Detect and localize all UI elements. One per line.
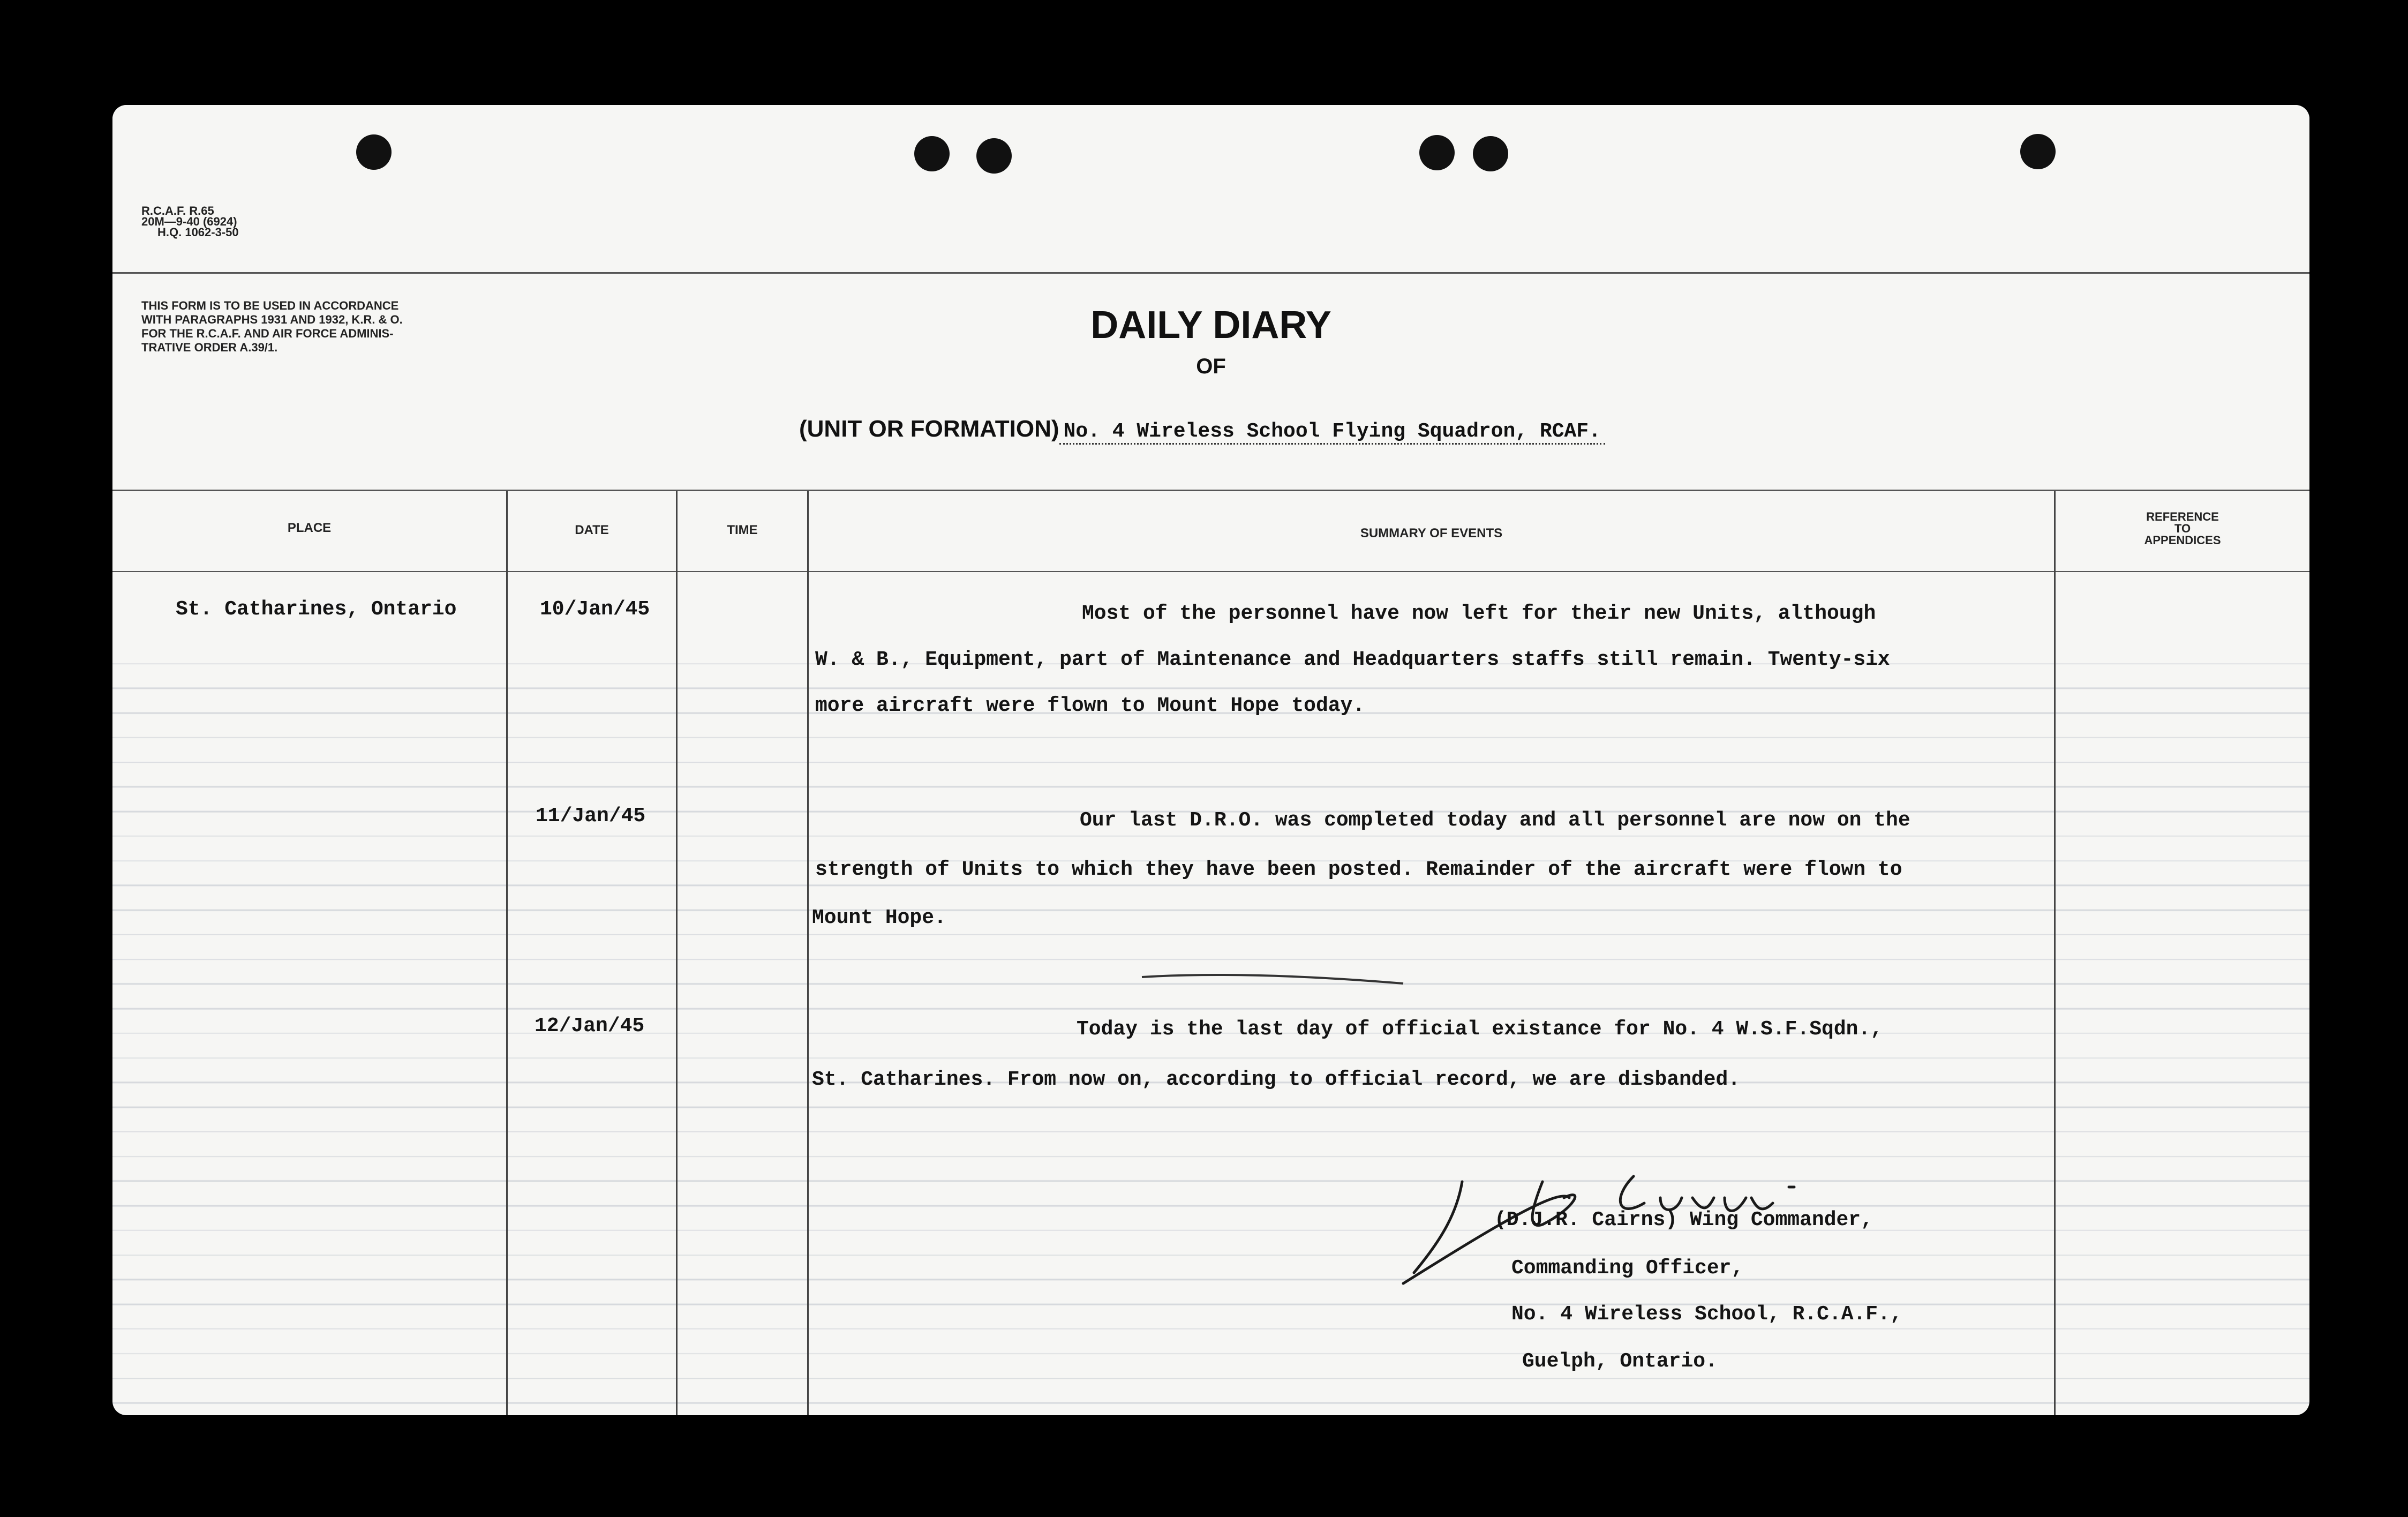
entry-date: 10/Jan/45 — [540, 598, 650, 621]
reference-header-line: REFERENCE — [2146, 510, 2219, 523]
binder-hole — [976, 138, 1012, 174]
reference-header-line: TO — [2174, 522, 2191, 535]
title-of: OF — [1196, 355, 1226, 378]
entry-text-line: Today is the last day of official existance for No. 4 W.S.F.Sqdn., — [1077, 1018, 1883, 1041]
entry-text-line: St. Catharines. From now on, according to official record, we are disbanded. — [812, 1068, 1741, 1091]
column-divider — [2054, 491, 2056, 1415]
binder-hole — [2020, 134, 2056, 169]
usage-line: WITH PARAGRAPHS 1931 AND 1932, K.R. & O. — [141, 313, 403, 326]
entry-text-line: Our last D.R.O. was completed today and all personnel are now on the — [1080, 809, 1910, 832]
signature-title: Commanding Officer, — [1511, 1257, 1744, 1280]
entry-text-line: Mount Hope. — [812, 906, 946, 929]
unit-value: No. 4 Wireless School Flying Squadron, RCAF. — [1059, 420, 1605, 445]
form-code-line: H.Q. 1062-3-50 — [157, 226, 239, 239]
usage-line: THIS FORM IS TO BE USED IN ACCORDANCE — [141, 299, 399, 312]
signature-unit: No. 4 Wireless School, R.C.A.F., — [1511, 1303, 1902, 1326]
column-header-date: DATE — [575, 523, 609, 537]
binder-hole — [914, 136, 950, 171]
entry-text-line: more aircraft were flown to Mount Hope today. — [815, 694, 1365, 717]
form-code-line: R.C.A.F. R.65 — [141, 204, 214, 217]
entry-separator — [1141, 967, 1409, 989]
signature-location: Guelph, Ontario. — [1522, 1350, 1718, 1373]
table-header-border — [112, 571, 2309, 572]
signature-name: (D.J.R. Cairns) Wing Commander, — [1494, 1208, 1873, 1231]
entry-text-line: W. & B., Equipment, part of Maintenance and Headquarters staffs still remain. Twenty-six — [815, 648, 1890, 671]
entry-text-line: Most of the personnel have now left for their new Units, although — [1082, 602, 1876, 625]
unit-label: (UNIT OR FORMATION) — [799, 416, 1059, 442]
table-top-border — [112, 490, 2309, 491]
binder-hole — [356, 134, 392, 170]
entry-text-line: strength of Units to which they have been posted. Remainder of the aircraft were flown to — [815, 858, 1902, 881]
column-header-place: PLACE — [287, 521, 332, 535]
usage-line: TRATIVE ORDER A.39/1. — [141, 341, 278, 354]
usage-line: FOR THE R.C.A.F. AND AIR FORCE ADMINIS- — [141, 327, 394, 340]
unit-row — [799, 416, 1605, 443]
entry-place: St. Catharines, Ontario — [176, 598, 457, 621]
column-header-summary: SUMMARY OF EVENTS — [1360, 526, 1503, 540]
form-top-band — [112, 105, 2309, 271]
entry-date: 12/Jan/45 — [535, 1015, 645, 1038]
column-header-reference — [2056, 511, 2309, 546]
binder-hole — [1473, 136, 1508, 171]
column-divider — [676, 491, 678, 1415]
form-code — [141, 206, 239, 238]
reference-header-line: APPENDICES — [2144, 534, 2221, 547]
form-code-line: 20M—9-40 (6924) — [141, 215, 237, 228]
page-title: DAILY DIARY — [1090, 304, 1331, 347]
header-divider — [112, 272, 2309, 274]
diary-form — [112, 105, 2309, 1415]
column-divider — [807, 491, 809, 1415]
binder-hole — [1419, 135, 1455, 170]
entry-date: 11/Jan/45 — [536, 805, 646, 828]
column-header-time: TIME — [727, 523, 758, 537]
column-divider — [506, 491, 508, 1415]
